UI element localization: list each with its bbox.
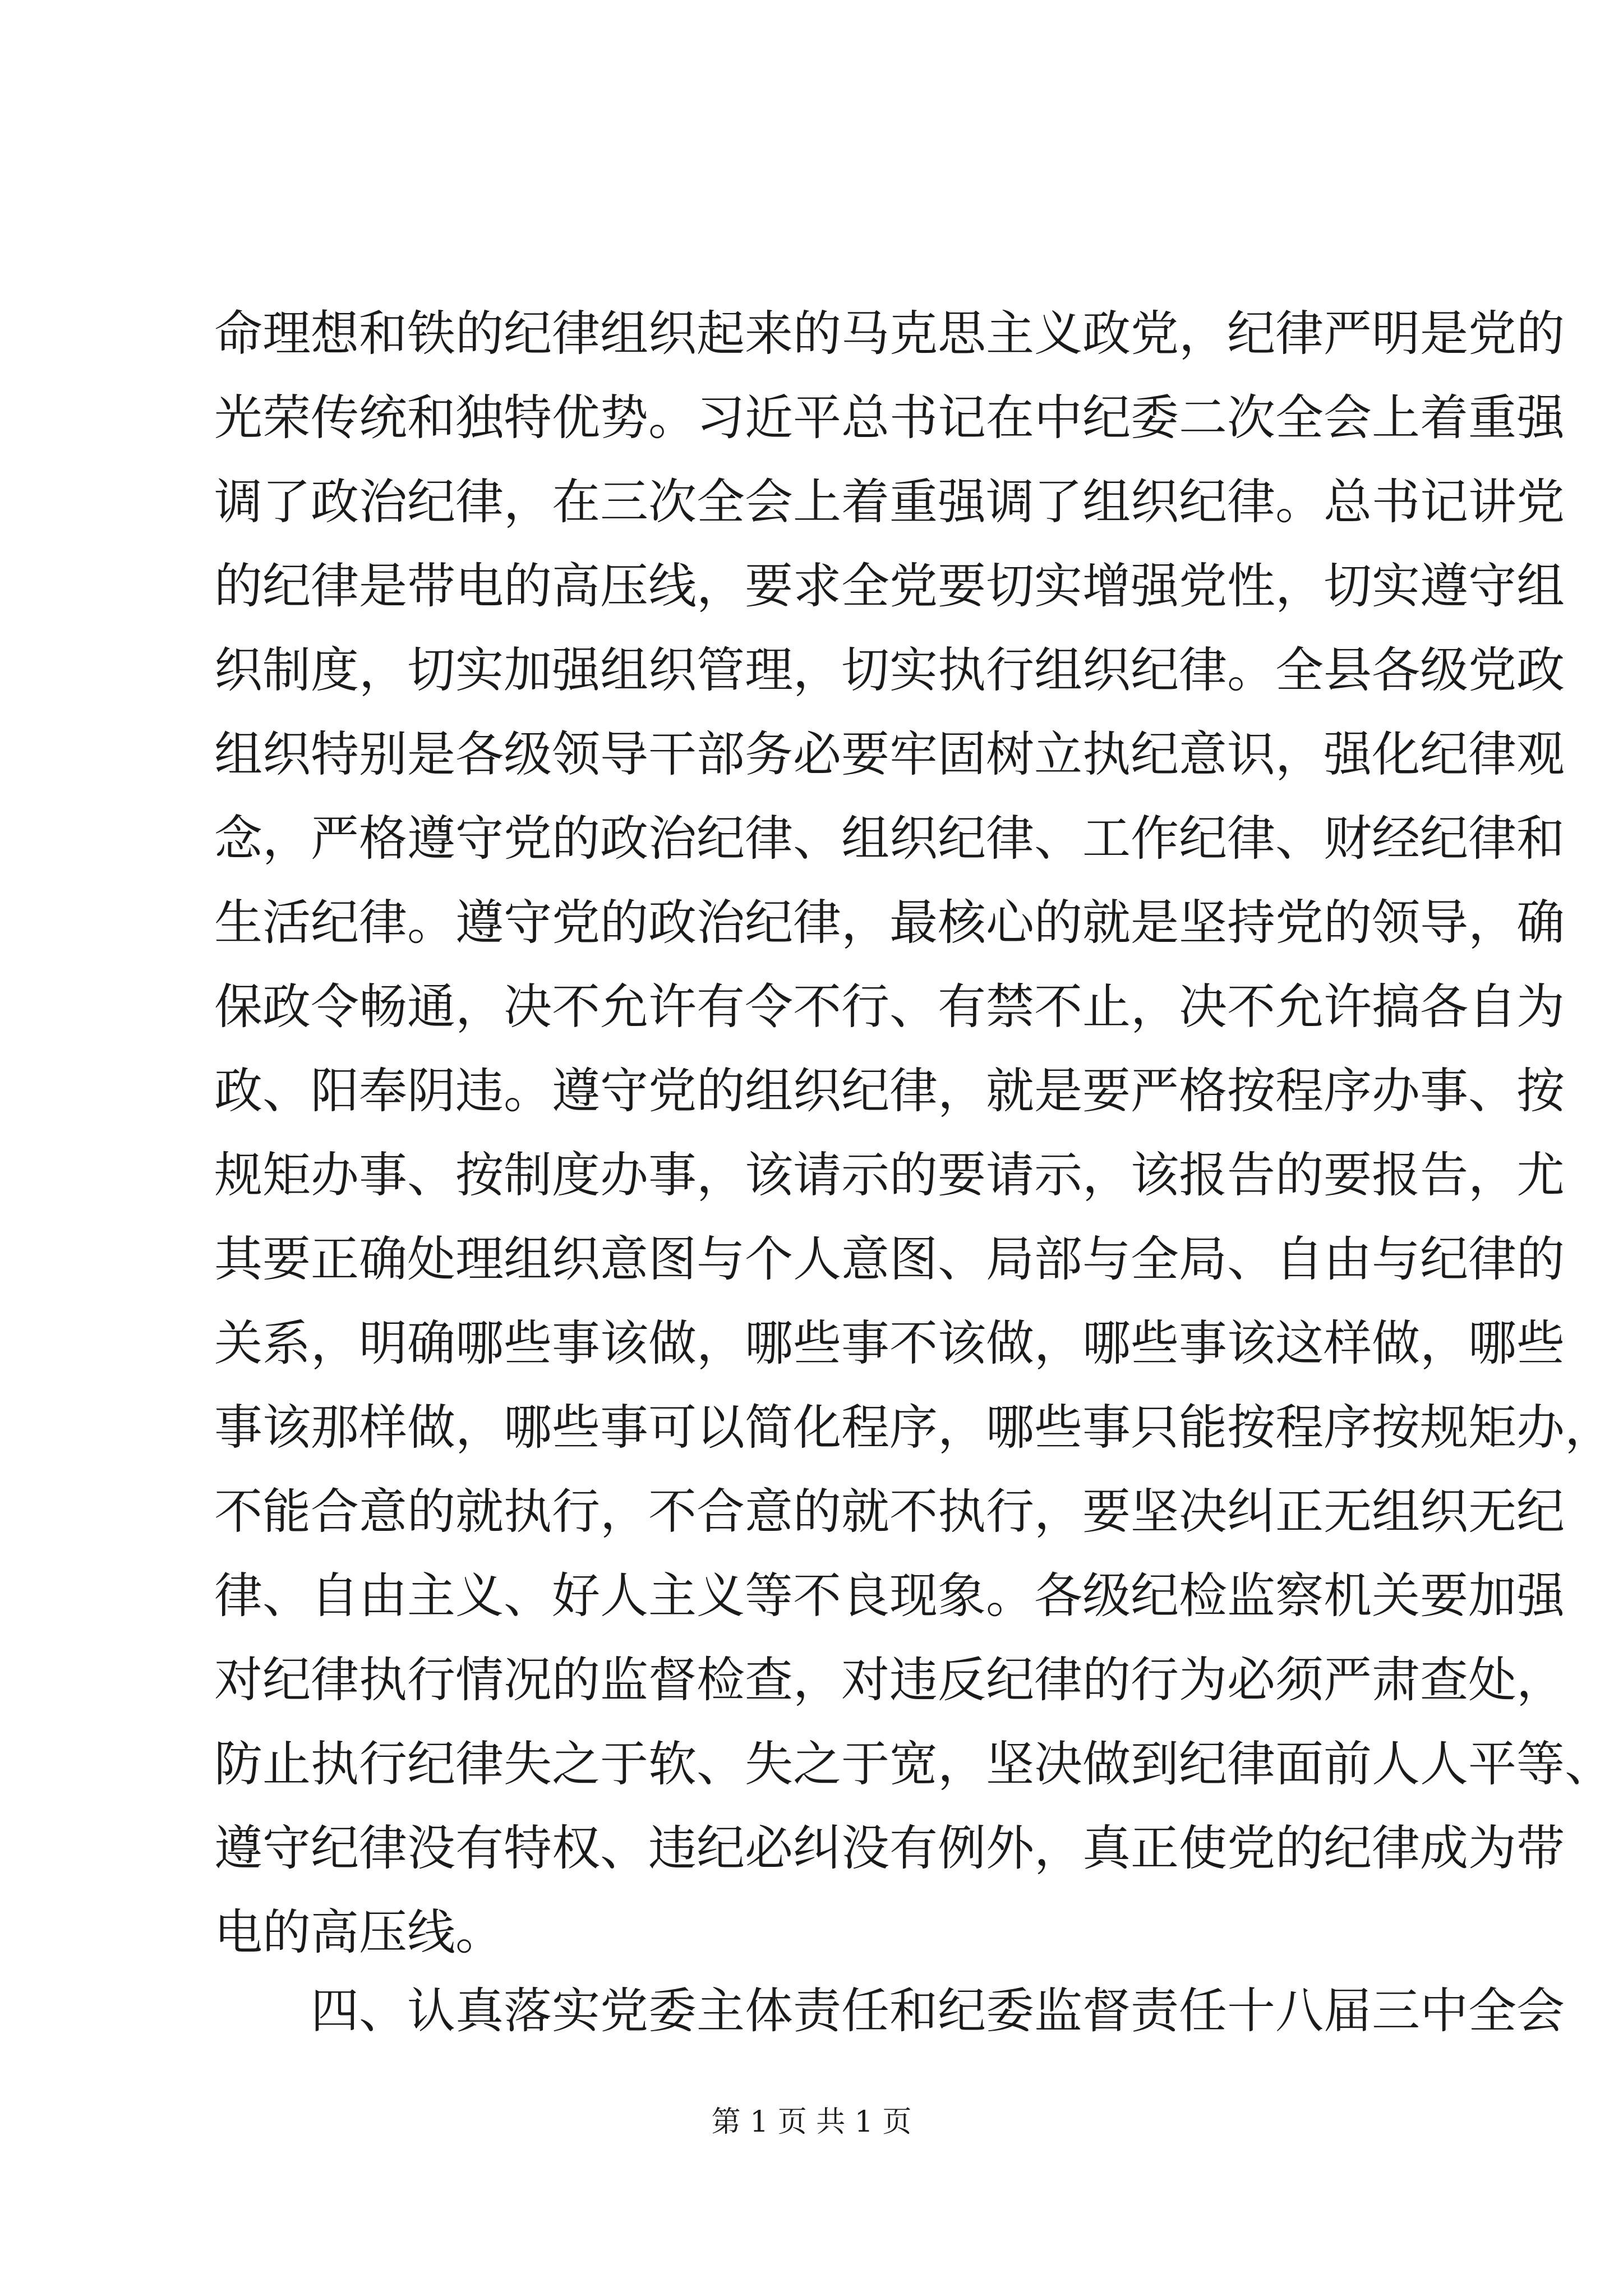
section-heading-line: 四、认真落实党委主体责任和纪委监督责任十八届三中全会 — [311, 1983, 1565, 2039]
text-line: 织制度，切实加强组织管理，切实执行组织纪律。全县各级党政 — [214, 642, 1565, 698]
text-line: 遵守纪律没有特权、违纪必纠没有例外，真正使党的纪律成为带 — [214, 1820, 1565, 1876]
text-line: 律、自由主义、好人主义等不良现象。各级纪检监察机关要加强 — [214, 1568, 1565, 1624]
text-line: 命理想和铁的纪律组织起来的马克思主义政党，纪律严明是党的 — [214, 306, 1565, 362]
text-line: 防止执行纪律失之于软、失之于宽，坚决做到纪律面前人人平等、 — [214, 1736, 1613, 1792]
text-line: 事该那样做，哪些事可以简化程序，哪些事只能按程序按规矩办， — [214, 1400, 1613, 1456]
text-line: 关系，明确哪些事该做，哪些事不该做，哪些事该这样做，哪些 — [214, 1315, 1565, 1372]
text-line: 组织特别是各级领导干部务必要牢固树立执纪意识，强化纪律观 — [214, 726, 1565, 783]
text-line: 规矩办事、按制度办事，该请示的要请示，该报告的要报告，尤 — [214, 1147, 1565, 1203]
text-line: 政、阳奉阴违。遵守党的组织纪律，就是要严格按程序办事、按 — [214, 1063, 1565, 1119]
text-line: 光荣传统和独特优势。习近平总书记在中纪委二次全会上着重强 — [214, 390, 1565, 446]
text-line: 保政令畅通，决不允许有令不行、有禁不止，决不允许搞各自为 — [214, 979, 1565, 1035]
text-line: 其要正确处理组织意图与个人意图、局部与全局、自由与纪律的 — [214, 1231, 1565, 1287]
text-line: 不能合意的就执行，不合意的就不执行，要坚决纠正无组织无纪 — [214, 1484, 1565, 1540]
text-line: 对纪律执行情况的监督检查，对违反纪律的行为必须严肃查处， — [214, 1652, 1565, 1708]
text-line: 念，严格遵守党的政治纪律、组织纪律、工作纪律、财经纪律和 — [214, 811, 1565, 867]
paragraph-discipline — [214, 292, 1613, 1975]
text-line: 的纪律是带电的高压线，要求全党要切实增强党性，切实遵守组 — [214, 558, 1565, 614]
page-footer: 第 1 页 共 1 页 — [711, 2105, 912, 2139]
text-line: 调了政治纪律，在三次全会上着重强调了组织纪律。总书记讲党 — [214, 474, 1565, 530]
paragraph-section-four — [214, 1969, 1565, 2053]
text-line: 电的高压线。 — [214, 1904, 504, 1961]
text-line: 生活纪律。遵守党的政治纪律，最核心的就是坚持党的领导，确 — [214, 895, 1565, 951]
